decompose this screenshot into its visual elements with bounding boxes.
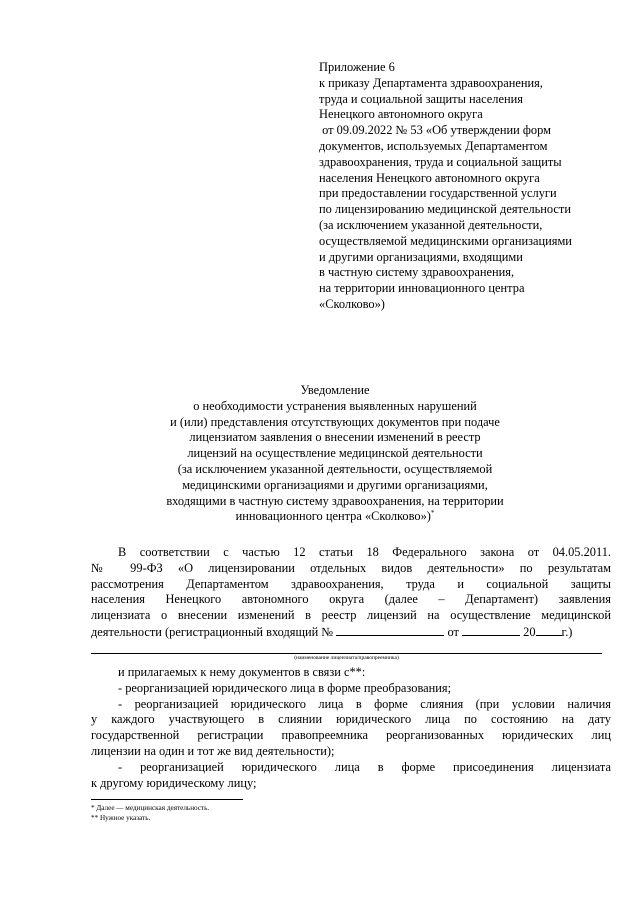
year-field[interactable] bbox=[536, 624, 562, 636]
title-line: медицинскими организациями и другими организациями, bbox=[182, 477, 488, 492]
body-line: рассмотрения Департаментом здравоохранения, труда и социальной защиты bbox=[91, 576, 611, 591]
body-line: лицензиата о внесении изменений в реестр лицензий на осуществление медицинской bbox=[91, 608, 611, 623]
appendix-line: здравоохранения, труда и социальной защиты bbox=[319, 154, 562, 169]
reason-item: - реорганизацией юридического лица в форме слияния (при условии наличия bbox=[118, 696, 611, 711]
title-line: и (или) представления отсутствующих документов при подаче bbox=[170, 414, 500, 429]
title-line: (за исключением указанной деятельности, осуществляемой bbox=[177, 461, 493, 476]
appendix-header bbox=[319, 60, 619, 313]
title-line: лицензий на осуществление медицинской деятельности bbox=[187, 446, 483, 461]
appendix-line: к приказу Департамента здравоохранения, bbox=[319, 75, 543, 90]
body-line: населения Ненецкого автономного округа (далее – Департамент) заявления bbox=[91, 592, 611, 607]
date-from-label: от bbox=[447, 624, 459, 639]
appendix-line: труда и социальной защиты населения bbox=[319, 91, 523, 106]
reason-item-cont: лицензии на один и тот же вид деятельности); bbox=[91, 743, 335, 758]
reason-item-cont: государственной регистрации правопреемника реорганизованных юридических лиц bbox=[91, 728, 611, 743]
licensee-name-caption: (наименование лицензиата/правопреемника) bbox=[294, 655, 399, 661]
date-field[interactable] bbox=[462, 624, 520, 636]
footnotes bbox=[91, 803, 209, 823]
registration-line bbox=[91, 624, 611, 641]
footnote: ** Нужное указать. bbox=[91, 814, 151, 822]
appendix-line: осуществляемой медицинскими организациями bbox=[319, 233, 572, 248]
document-title bbox=[150, 383, 520, 525]
body-line: В соответствии с частью 12 статьи 18 Федерального закона от 04.05.2011. bbox=[118, 545, 611, 559]
reasons-intro: и прилагаемых к нему документов в связи с**: bbox=[118, 665, 366, 679]
appendix-line: при предоставлении государственной услуги bbox=[319, 186, 557, 201]
title-line: входящими в частную систему здравоохранения, на территории bbox=[166, 493, 504, 508]
year-prefix: 20 bbox=[523, 624, 536, 639]
reasons-body bbox=[91, 665, 611, 791]
footnote: * Далее — медицинская деятельность. bbox=[91, 804, 210, 812]
appendix-line: в частную систему здравоохранения, bbox=[319, 265, 515, 280]
notice-body bbox=[91, 545, 611, 641]
footnote-separator bbox=[91, 799, 243, 800]
appendix-line: и другими организациями, входящими bbox=[319, 249, 523, 264]
registration-number-field[interactable] bbox=[336, 624, 444, 636]
footnote-mark: * bbox=[430, 509, 435, 518]
appendix-line: Приложение 6 bbox=[319, 60, 395, 74]
registration-label: деятельности (регистрационный входящий № bbox=[91, 624, 334, 639]
appendix-line: «Сколково») bbox=[319, 296, 385, 311]
title-last-line: инновационного центра «Сколково») bbox=[235, 509, 431, 524]
appendix-line: по лицензированию медицинской деятельности bbox=[319, 202, 571, 217]
reason-item: - реорганизацией юридического лица в форме присоединения лицензиата bbox=[118, 759, 611, 774]
reason-item-cont: к другому юридическому лицу; bbox=[91, 775, 257, 790]
year-suffix: г.) bbox=[561, 624, 573, 639]
title-line: о необходимости устранения выявленных нарушений bbox=[193, 398, 477, 413]
appendix-line: Ненецкого автономного округа bbox=[319, 107, 483, 122]
appendix-line: документов, используемых Департаментом bbox=[319, 138, 548, 153]
body-line: № 99-ФЗ «О лицензировании отдельных видов деятельности» по результатам bbox=[91, 560, 611, 575]
title-line: лицензиатом заявления о внесении изменений в реестр bbox=[189, 430, 481, 445]
appendix-line: на территории инновационного центра bbox=[319, 281, 525, 296]
reason-item-cont: у каждого участвующего в слиянии юридического лица по состоянию на дату bbox=[91, 712, 611, 727]
appendix-line: (за исключением указанной деятельности, bbox=[319, 217, 543, 232]
reason-item: - реорганизацией юридического лица в форме преобразования; bbox=[118, 680, 452, 695]
appendix-line: от 09.09.2022 № 53 «Об утверждении форм bbox=[319, 123, 551, 138]
licensee-name-line[interactable] bbox=[91, 653, 602, 654]
title-line: Уведомление bbox=[300, 383, 370, 397]
appendix-line: населения Ненецкого автономного округа bbox=[319, 170, 540, 185]
title-line bbox=[150, 509, 520, 525]
